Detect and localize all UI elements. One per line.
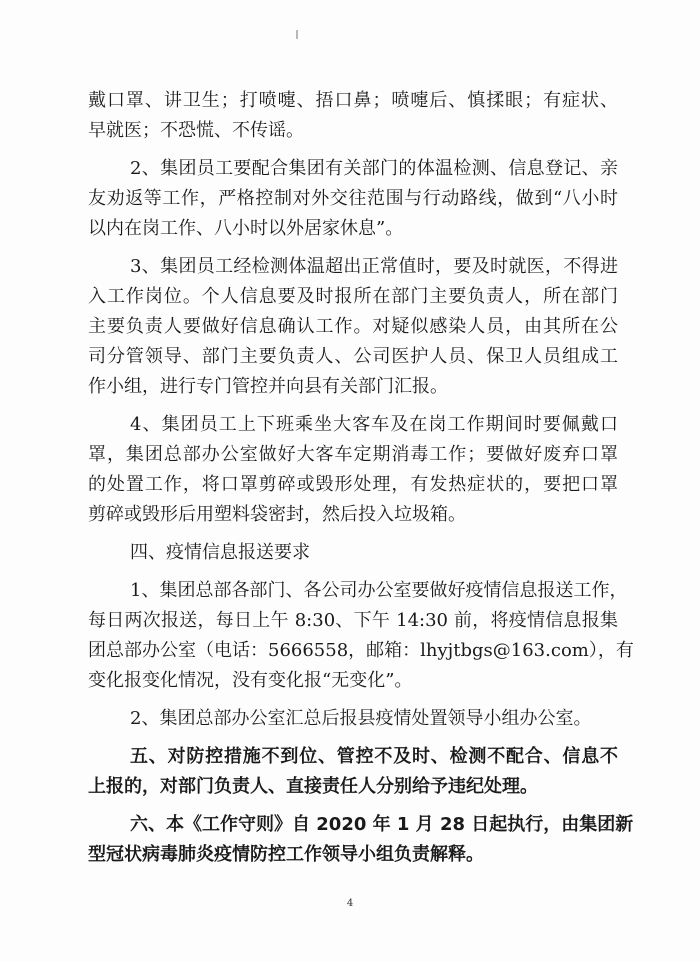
text-line: 以内在岗工作、八小时以外居家休息”。 — [88, 218, 404, 239]
text-line: 团总部办公室（电话：5666558，邮箱：lhyjtbgs@163.com），有 — [88, 640, 634, 661]
section-6-second-line: 型冠状病毒肺炎疫情防控工作领导小组负责解释。 — [88, 844, 484, 865]
section-4-heading: 四、疫情信息报送要求 — [130, 542, 310, 563]
text-line: 早就医；不恐慌、不传谣。 — [88, 120, 304, 141]
section-5-first-line: 五、对防控措施不到位、管控不及时、检测不配合、信息不 — [130, 746, 618, 767]
text-line: 变化报变化情况，没有变化报“无变化”。 — [88, 670, 413, 691]
section-4-item-2: 2、集团总部办公室汇总后报县疫情处置领导小组办公室。 — [130, 708, 592, 729]
text-line: 司分管领导、部门主要负责人、公司医护人员、保卫人员组成工 — [88, 346, 618, 367]
text-line: 入工作岗位。个人信息要及时报所在部门主要负责人，所在部门 — [88, 286, 618, 307]
section-6-first-line: 六、本《工作守则》自 2020 年 1 月 28 日起执行，由集团新 — [130, 814, 634, 835]
section-5-second-line: 上报的，对部门负责人、直接责任人分别给予违纪处理。 — [88, 776, 538, 797]
document-body — [88, 86, 634, 870]
item-4-first-line: 4、集团员工上下班乘坐大客车及在岗工作期间时要佩戴口 — [130, 414, 618, 435]
text-line: 每日两次报送，每日上午 8:30、下午 14:30 前，将疫情信息报集 — [88, 610, 618, 631]
page-number: 4 — [346, 898, 354, 909]
item-3-first-line: 3、集团员工经检测体温超出正常值时，要及时就医，不得进 — [130, 256, 618, 277]
text-line: 戴口罩、讲卫生；打喷嚏、捂口鼻；喷嚏后、慎揉眼；有症状、 — [88, 90, 618, 111]
text-line: 友劝返等工作，严格控制对外交往范围与行动路线，做到“八小时 — [88, 188, 618, 209]
scan-mark — [296, 30, 298, 39]
text-line: 罩，集团总部办公室做好大客车定期消毒工作；要做好废弃口罩 — [88, 444, 618, 465]
section-4-item-1-first-line: 1、集团总部各部门、各公司办公室要做好疫情信息报送工作， — [130, 580, 628, 601]
text-line: 作小组，进行专门管控并向县有关部门汇报。 — [88, 376, 448, 397]
text-line: 的处置工作，将口罩剪碎或毁形处理，有发热症状的，要把口罩 — [88, 474, 618, 495]
text-line: 剪碎或毁形后用塑料袋密封，然后投入垃圾箱。 — [88, 504, 466, 525]
text-line: 主要负责人要做好信息确认工作。对疑似感染人员，由其所在公 — [88, 316, 618, 337]
item-2-first-line: 2、集团员工要配合集团有关部门的体温检测、信息登记、亲 — [130, 158, 618, 179]
